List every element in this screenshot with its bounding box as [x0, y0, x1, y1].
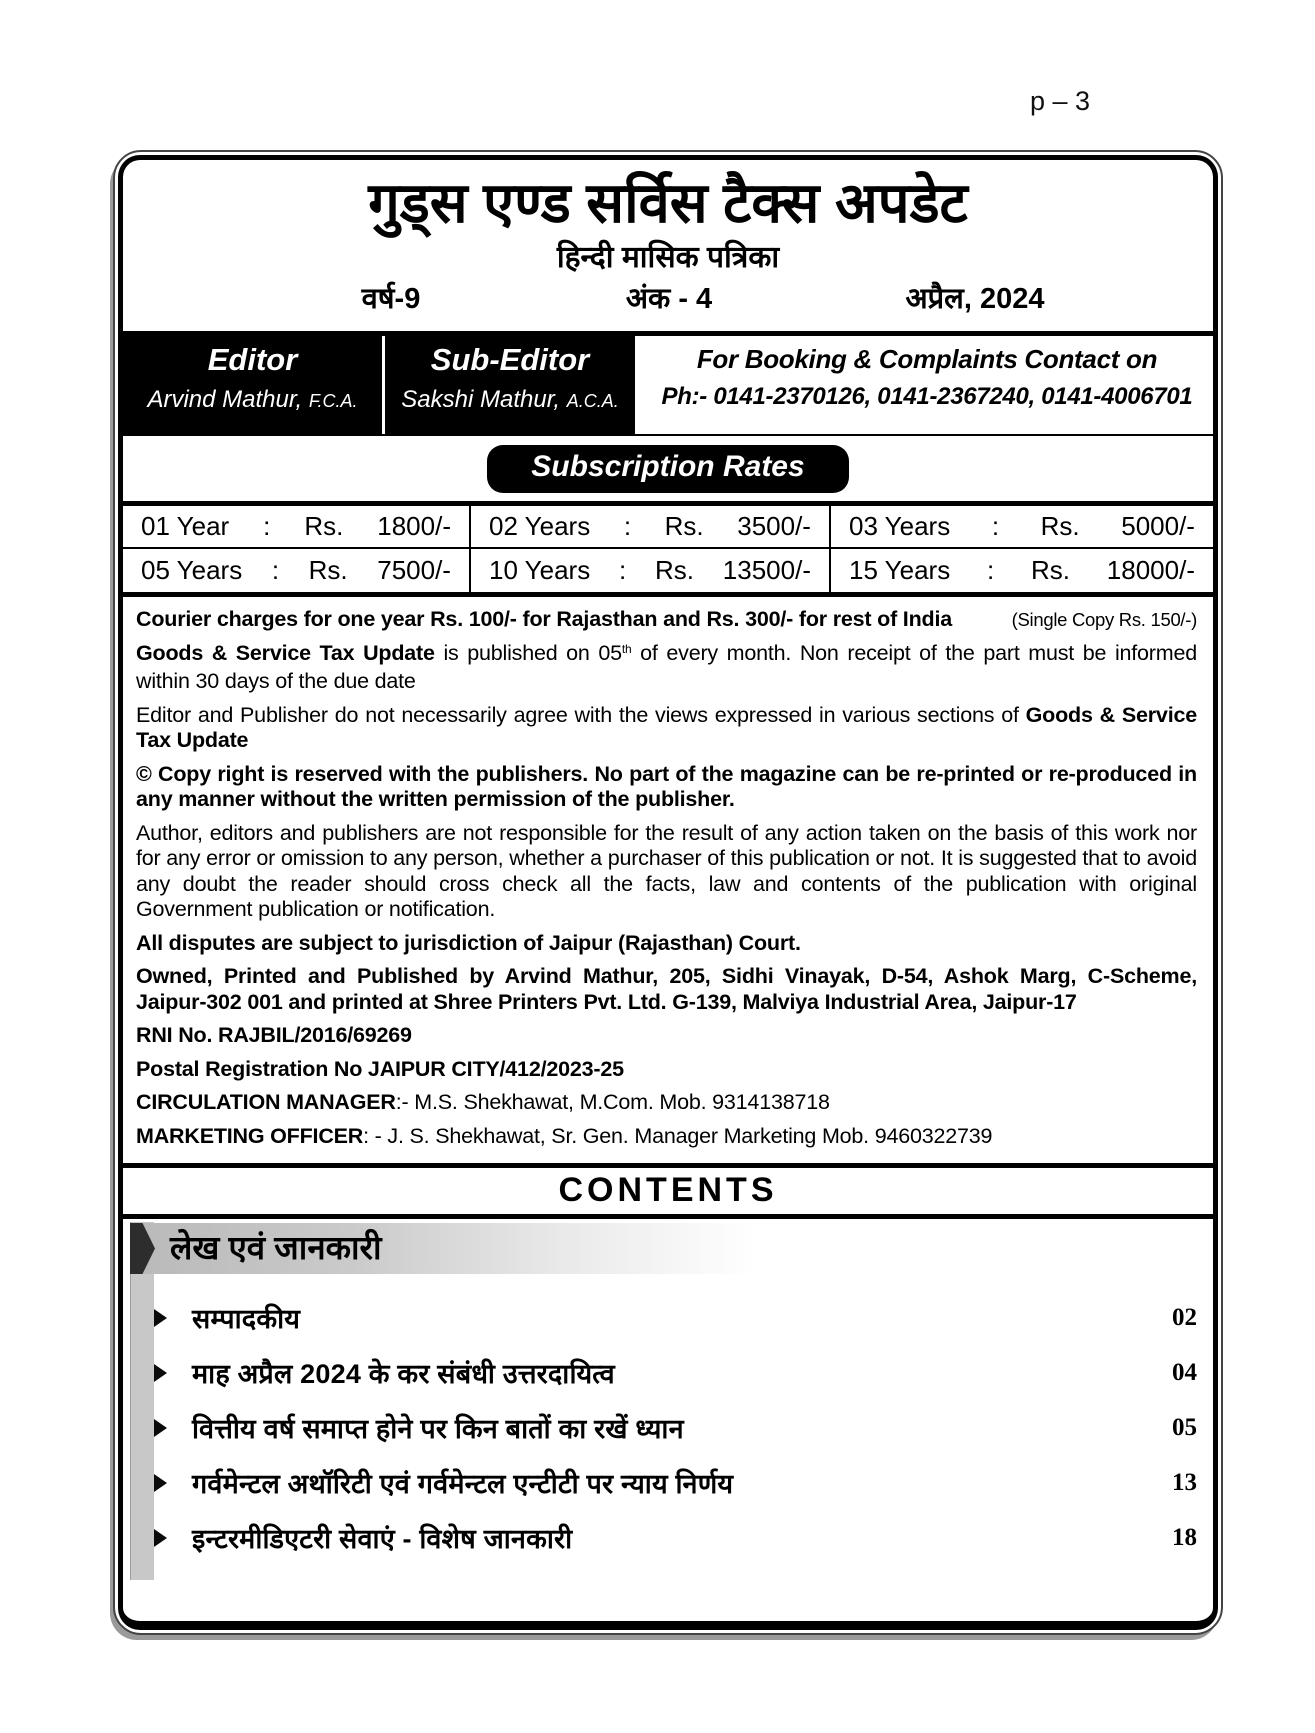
views-disclaimer-paragraph — [136, 703, 1197, 754]
rate-currency: Rs. — [655, 555, 695, 585]
table-of-contents-list — [123, 1290, 1213, 1565]
views-publication-name-bold: Goods & Service Tax Update — [136, 702, 1197, 752]
rate-currency: Rs. — [1031, 555, 1071, 585]
toc-item-page-number: 04 — [1172, 1358, 1197, 1386]
editor-name-text: Arvind Mathur, — [147, 386, 303, 413]
rate-currency: Rs. — [1040, 511, 1080, 541]
rate-term: 05 Years — [141, 555, 243, 585]
rate-amount: 18000/- — [1106, 555, 1195, 585]
issue-meta-row — [123, 278, 1213, 324]
subscription-rates-badge: Subscription Rates — [487, 445, 848, 493]
rate-cell-05-years — [123, 549, 471, 592]
table-row — [123, 549, 1213, 592]
rate-cell-03-years — [831, 506, 1213, 547]
rate-currency: Rs. — [304, 511, 344, 541]
rate-colon: : — [271, 555, 280, 585]
rate-amount: 13500/- — [722, 555, 811, 585]
bullet-triangle-icon — [154, 1364, 167, 1382]
toc-item-financial-year-end — [154, 1400, 1197, 1455]
rate-cell-02-years — [471, 506, 831, 547]
circulation-manager-label: CIRCULATION MANAGER — [136, 1090, 396, 1114]
magazine-info-box — [118, 155, 1218, 1630]
toc-item-title: सम्पादकीय — [192, 1304, 301, 1334]
bullet-triangle-icon — [154, 1309, 167, 1327]
editor-bar — [123, 331, 1213, 436]
rate-term: 03 Years — [849, 511, 951, 541]
masthead — [123, 160, 1213, 331]
booking-contact-cell — [635, 336, 1213, 434]
copyright-paragraph: © Copy right is reserved with the publishers. No part of the magazine can be re-printed or re-produced in any manner without the written permission of the publisher. — [136, 761, 1197, 811]
rate-currency: Rs. — [308, 555, 348, 585]
single-copy-note: (Single Copy Rs. 150/-) — [1011, 609, 1197, 630]
sub-editor-name — [385, 386, 635, 414]
contents-section-band — [130, 1223, 790, 1274]
magazine-title: गुड्स एण्ड सर्विस टैक्स अपडेट — [368, 171, 968, 234]
toc-item-title: इन्टरमीडिएटरी सेवाएं - विशेष जानकारी — [192, 1524, 573, 1554]
publication-schedule-text-2: of every month. Non receipt of the part must be informed within 30 days of the due date — [136, 640, 1197, 693]
publication-info-block — [123, 597, 1213, 1163]
editor-degree: F.C.A. — [308, 391, 358, 411]
volume-label: वर्ष-9 — [361, 282, 421, 315]
liability-disclaimer-paragraph: Author, editors and publishers are not responsible for the result of any action taken on the basis of this work nor for any error or omission to any person, whether a purchaser of this publication or not. It is suggested that to avoid any doubt the reader should cross check all the facts, law and contents of the publication with original Government publication or notification. — [136, 820, 1197, 921]
rate-amount: 5000/- — [1121, 511, 1195, 541]
rate-colon: : — [991, 511, 1000, 541]
editor-cell — [123, 336, 385, 434]
editor-name — [123, 386, 382, 414]
publication-schedule-paragraph — [136, 641, 1197, 695]
marketing-officer-line — [136, 1124, 1197, 1150]
toc-item-governmental-authority — [154, 1455, 1197, 1510]
rate-currency: Rs. — [664, 511, 704, 541]
contents-section-title: लेख एवं जानकारी — [170, 1228, 382, 1266]
rate-cell-01-year — [123, 506, 471, 547]
bullet-triangle-icon — [154, 1474, 167, 1492]
rate-amount: 7500/- — [377, 555, 451, 585]
publication-schedule-text-1: is published on 05 — [434, 640, 622, 665]
views-disclaimer-text: Editor and Publisher do not necessarily agree with the views expressed in various sections of — [136, 702, 1026, 727]
toc-item-title: माह अप्रैल 2024 के कर संबंधी उत्तरदायित्व — [192, 1359, 615, 1389]
toc-item-page-number: 18 — [1172, 1523, 1197, 1551]
rate-term: 10 Years — [489, 555, 591, 585]
rate-colon: : — [619, 555, 627, 585]
circulation-manager-details: :- M.S. Shekhawat, M.Com. Mob. 9314138718 — [395, 1090, 830, 1114]
bullet-triangle-icon — [154, 1419, 167, 1437]
circulation-manager-line — [136, 1090, 1197, 1116]
issue-date-label: अप्रैल, 2024 — [905, 282, 1045, 315]
booking-phone-numbers: Ph:- 0141-2370126, 0141-2367240, 0141-4006701 — [661, 383, 1193, 410]
issue-label: अंक - 4 — [625, 282, 713, 315]
toc-item-page-number: 02 — [1172, 1303, 1197, 1331]
toc-item-title: वित्तीय वर्ष समाप्त होने पर किन बातों का रखें ध्यान — [192, 1414, 684, 1444]
rate-term: 01 Year — [141, 511, 230, 541]
rate-cell-15-years — [831, 549, 1213, 592]
toc-item-title: गर्वमेन्टल अथॉरिटी एवं गर्वमेन्टल एन्टीटी पर न्याय निर्णय — [192, 1469, 734, 1499]
subscription-rates-table — [123, 501, 1213, 597]
toc-item-tax-responsibilities — [154, 1345, 1197, 1400]
rate-colon: : — [263, 511, 271, 541]
publication-name-bold: Goods & Service Tax Update — [136, 640, 435, 665]
marketing-officer-details: : - J. S. Shekhawat, Sr. Gen. Manager Marketing Mob. 9460322739 — [363, 1123, 993, 1148]
rate-cell-10-years — [471, 549, 831, 592]
rate-amount: 1800/- — [377, 511, 451, 541]
table-row — [123, 506, 1213, 549]
postal-registration-line: Postal Registration No JAIPUR CITY/412/2023-25 — [136, 1056, 624, 1081]
rate-term: 15 Years — [849, 555, 951, 585]
ownership-printing-paragraph: Owned, Printed and Published by Arvind Mathur, 205, Sidhi Vinayak, D-54, Ashok Marg, C-Scheme, Jaipur-302 001 and printed at Shree Printers Pvt. Ltd. G-139, Malviya Industrial Area, Jaipur-17 — [136, 964, 1197, 1014]
ordinal-superscript: th — [621, 641, 632, 656]
courier-charges-line — [136, 607, 1197, 633]
sub-editor-cell — [385, 336, 635, 434]
rate-colon: : — [987, 555, 995, 585]
subscription-band — [123, 436, 1213, 501]
toc-item-intermediary-services — [154, 1510, 1197, 1565]
sub-editor-name-text: Sakshi Mathur, — [401, 386, 561, 413]
rate-colon: : — [623, 511, 632, 541]
rni-number-line: RNI No. RAJBIL/2016/69269 — [136, 1023, 412, 1047]
contents-heading: CONTENTS — [123, 1163, 1213, 1219]
sub-editor-heading: Sub-Editor — [430, 342, 590, 377]
rate-amount: 3500/- — [737, 511, 811, 541]
bullet-triangle-icon — [154, 1529, 167, 1547]
marketing-officer-label: MARKETING OFFICER — [136, 1123, 364, 1148]
toc-item-page-number: 05 — [1172, 1413, 1197, 1441]
magazine-subtitle: हिन्दी मासिक पत्रिका — [556, 240, 780, 274]
rate-term: 02 Years — [489, 511, 591, 541]
page-number-label: p – 3 — [1029, 86, 1090, 116]
contents-side-strip — [130, 1222, 154, 1580]
jurisdiction-line: All disputes are subject to jurisdiction of Jaipur (Rajasthan) Court. — [136, 930, 801, 955]
section-arrow-icon — [130, 1223, 155, 1274]
toc-item-page-number: 13 — [1172, 1468, 1197, 1496]
booking-heading: For Booking & Complaints Contact on — [696, 344, 1158, 374]
contents-section — [123, 1219, 1213, 1621]
sub-editor-degree: A.C.A. — [566, 391, 619, 411]
toc-item-editorial — [154, 1290, 1197, 1345]
magazine-info-frame — [113, 150, 1223, 1635]
courier-charges-text: Courier charges for one year Rs. 100/- for Rajasthan and Rs. 300/- for rest of India — [136, 607, 952, 631]
editor-heading: Editor — [207, 342, 298, 377]
